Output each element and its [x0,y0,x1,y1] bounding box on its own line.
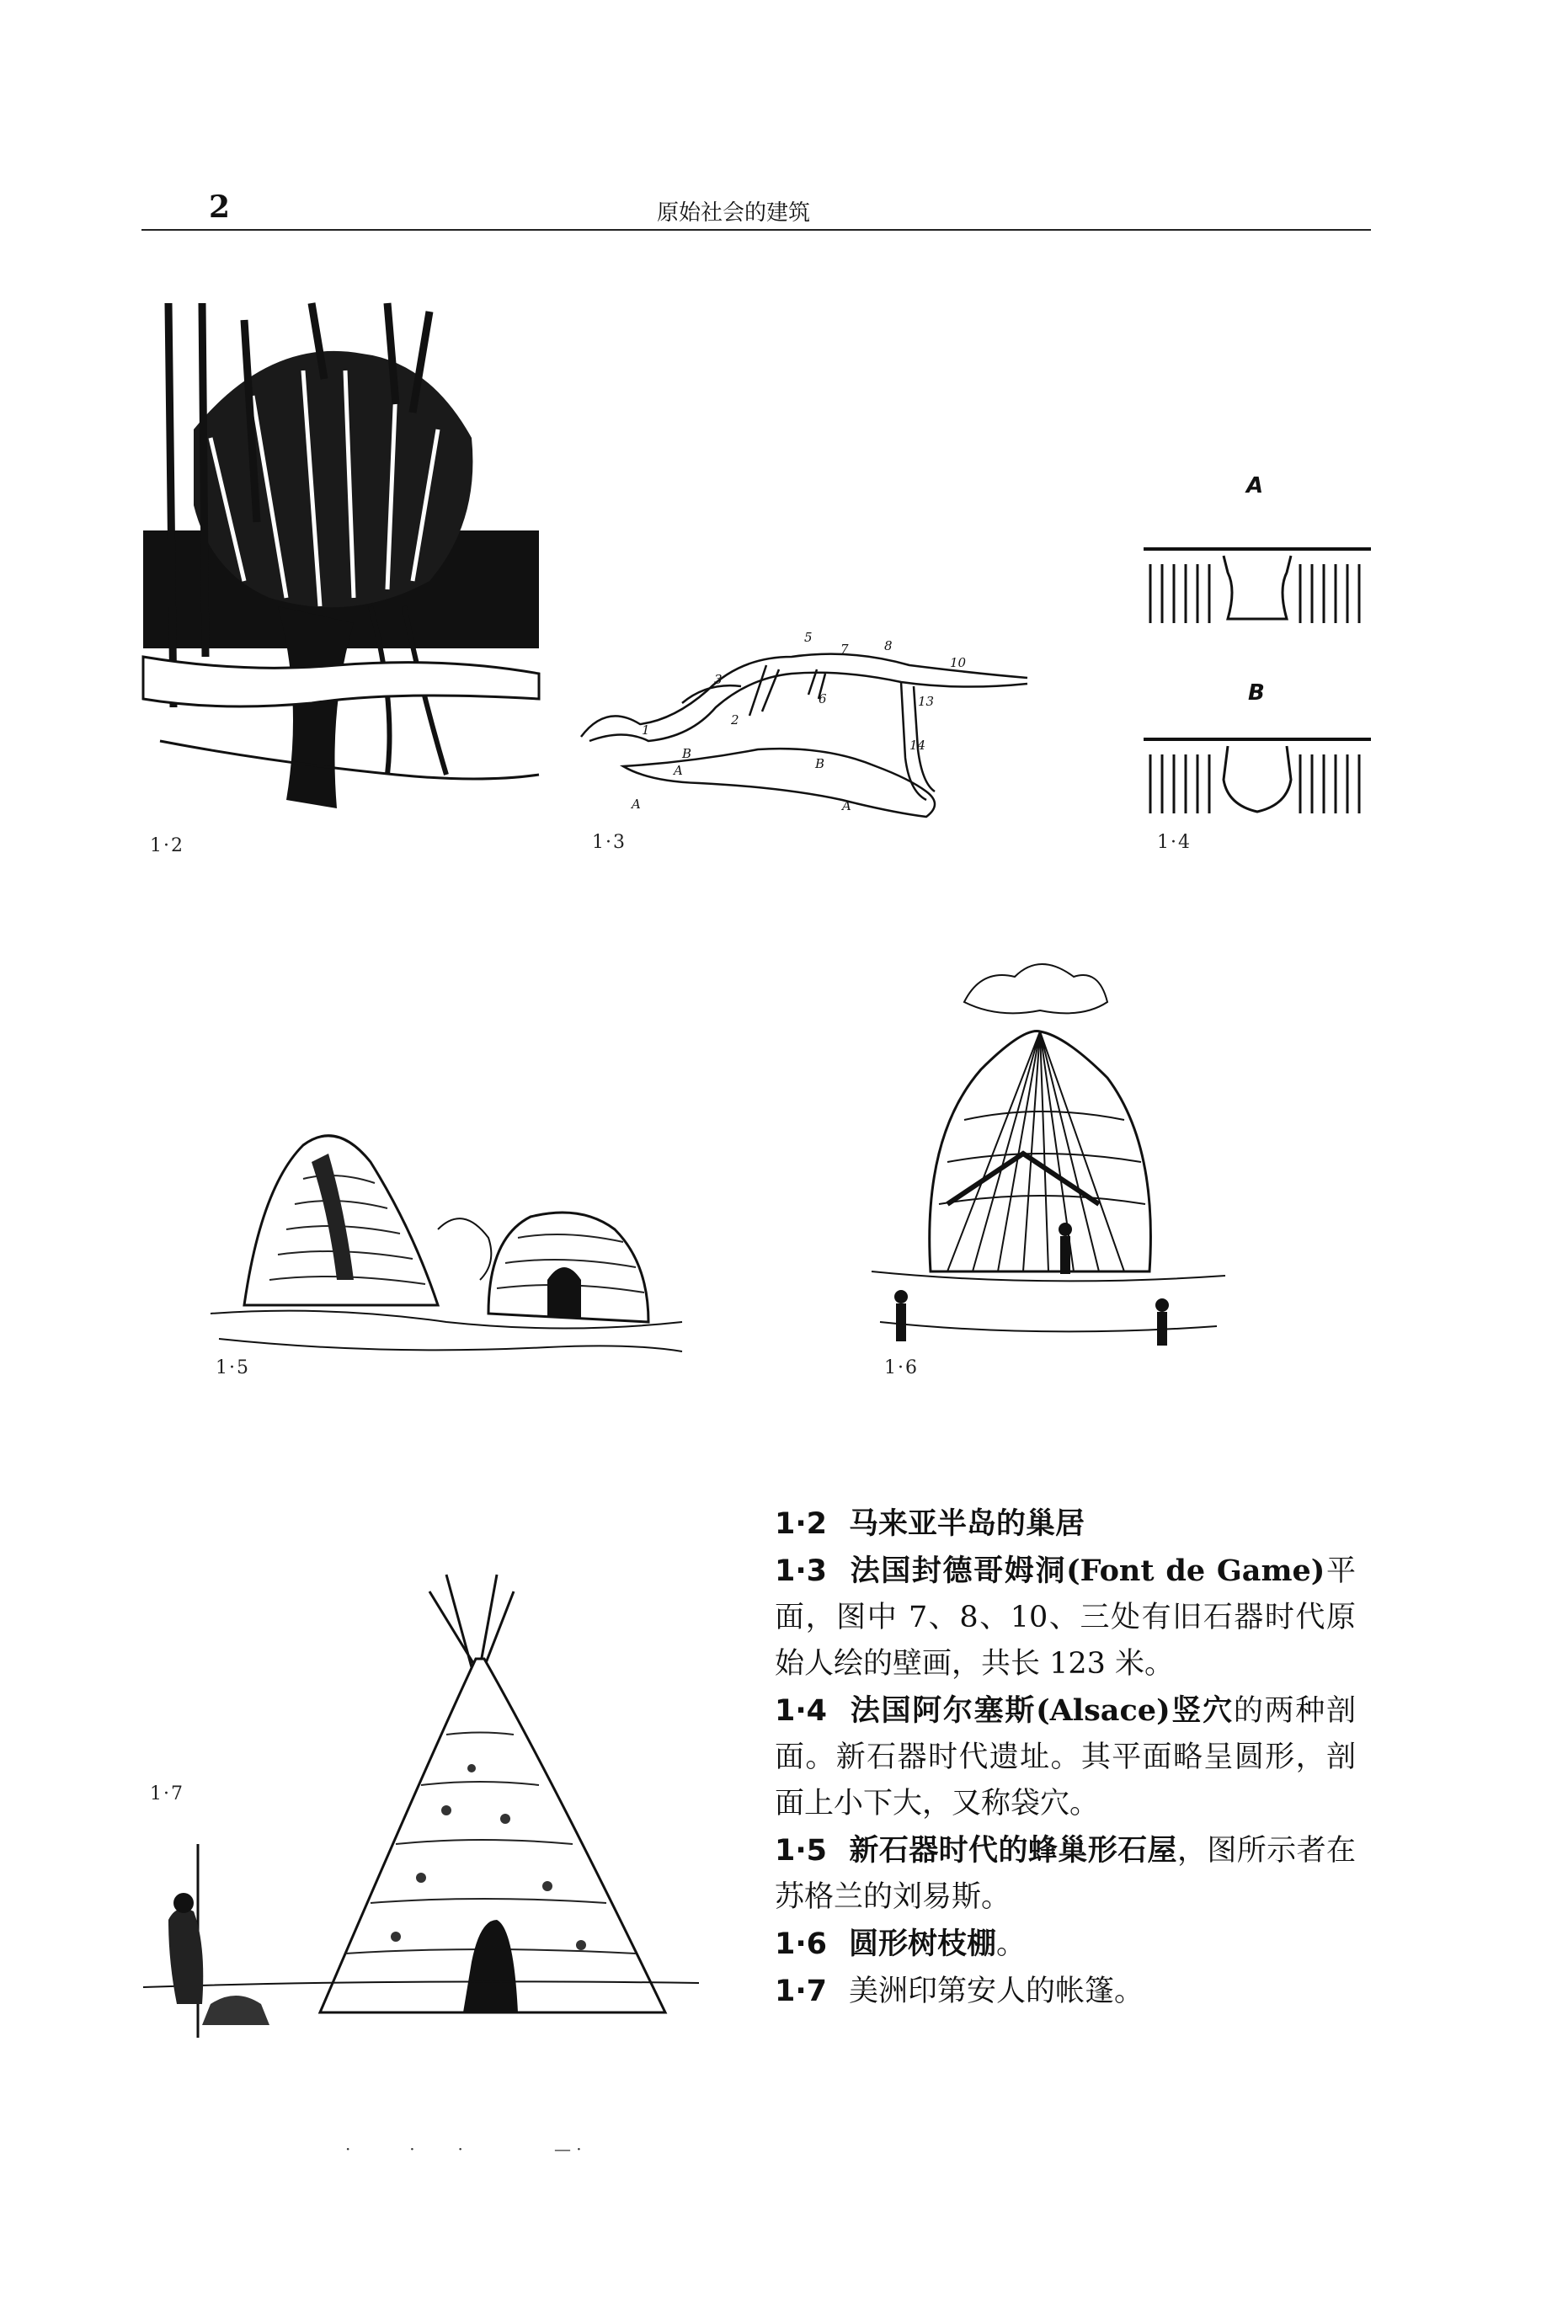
caption-1-7: 1·7 美洲印第安人的帐篷。 [775,1975,1144,2008]
caption-1-3: 1·3 法国封德哥姆洞(Font de Game)平面，图中 7、8、10、三处有旧石器时代原始人绘的壁画，共长 123 米。 [775,1554,1356,1681]
header-rule [141,229,1371,231]
caption-1-5: 1·5 新石器时代的蜂巢形石屋，图所示者在苏格兰的刘易斯。 [775,1833,1356,1914]
figure-1-4-section-b [1144,729,1371,830]
page-number: 2 [209,189,231,225]
caption-1-4: 1·4 法国阿尔塞斯(Alsace)竖穴的两种剖面。新石器时代遗址。其平面略呈圆形，剖面上小下大，又称袋穴。 [775,1693,1356,1820]
figure-1-3-cave-plan [573,623,1044,825]
figure-label-1-7: 1·7 [150,1783,184,1804]
print-specks: · · · — · [345,2139,582,2159]
cave-marker-7: 7 [840,642,849,657]
figure-1-7-tipi [143,1566,699,2038]
cave-marker-a-left: A [674,763,683,778]
cave-marker-14: 14 [909,738,926,753]
cave-marker-a-bottom: A [632,797,641,812]
figure-1-6-branch-shelter [872,951,1225,1356]
section-label-a: A [1246,473,1264,498]
running-title: 原始社会的建筑 [657,200,811,226]
cave-marker-5: 5 [804,630,813,645]
cave-marker-10: 10 [950,655,967,670]
figure-label-1-4: 1·4 [1157,832,1192,853]
figure-1-5-beehive-stone-huts [211,1111,682,1364]
figure-label-1-5: 1·5 [216,1357,250,1378]
caption-1-6: 1·6 圆形树枝棚。 [775,1927,1027,1961]
figure-1-2-tree-dwelling [143,303,547,825]
cave-marker-a-right: A [842,798,851,813]
cave-marker-6: 6 [819,691,827,706]
figure-label-1-3: 1·3 [592,832,627,853]
figure-captions [775,1500,1356,2015]
figure-label-1-2: 1·2 [150,835,184,856]
cave-marker-1: 1 [642,722,650,738]
section-label-b: B [1248,680,1265,706]
figure-label-1-6: 1·6 [884,1357,919,1378]
cave-marker-13: 13 [918,694,935,709]
cave-marker-b-right: B [815,756,825,771]
cave-marker-3: 3 [714,672,723,687]
caption-1-2: 1·2 马来亚半岛的巢居 [775,1506,1085,1541]
cave-marker-b-left: B [682,746,692,761]
cave-marker-8: 8 [884,638,893,653]
figure-1-4-section-a [1144,539,1371,640]
cave-marker-2: 2 [731,712,739,728]
